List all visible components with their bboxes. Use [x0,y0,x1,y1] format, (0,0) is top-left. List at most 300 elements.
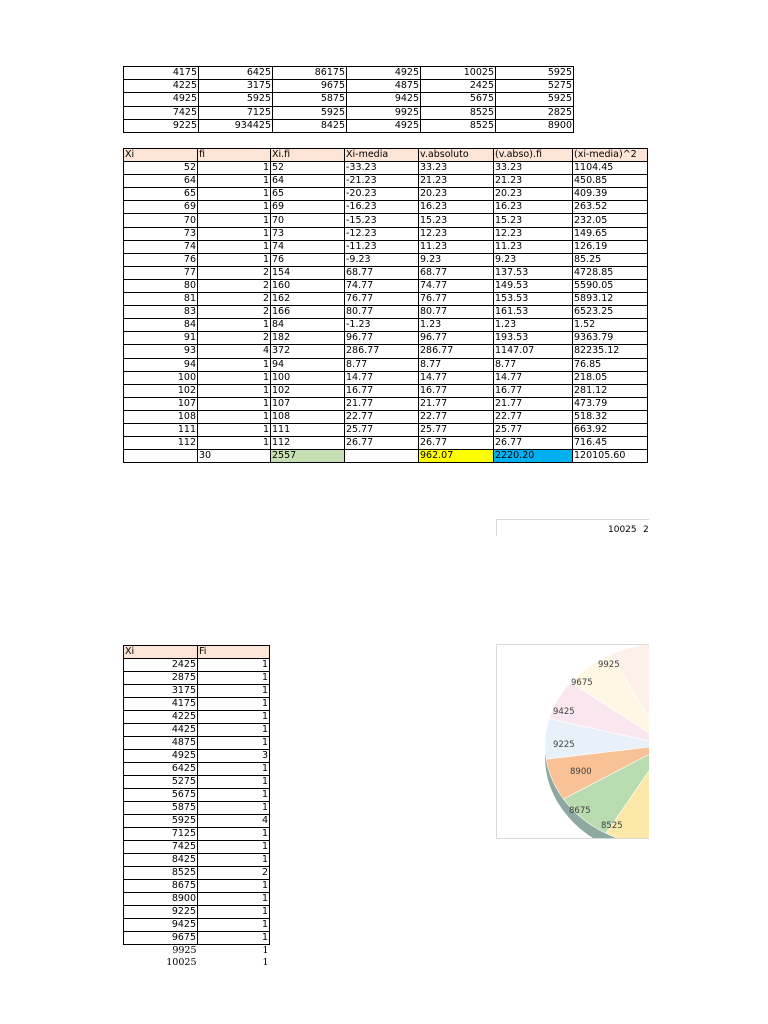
table-cell[interactable]: 5675 [421,93,496,106]
table-row [124,397,648,410]
table-cell[interactable]: 1 [198,919,270,932]
table-cell[interactable]: 69 [124,201,198,214]
table-cell[interactable]: 80.77 [345,306,419,319]
table-cell[interactable]: 1 [198,201,271,214]
table-cell[interactable]: 5275 [496,80,574,93]
table-cell[interactable]: 76.85 [573,358,648,371]
table-cell[interactable]: 1 [198,763,270,776]
table-cell[interactable]: 372 [271,345,345,358]
table-cell[interactable]: 4925 [347,67,421,80]
table-cell[interactable]: 8675 [124,880,198,893]
table-cell[interactable]: 9363.79 [573,332,648,345]
table-row [124,240,648,253]
table-cell[interactable]: 65 [271,188,345,201]
total-fi[interactable]: 30 [198,450,271,463]
table-cell[interactable]: 409.39 [573,188,648,201]
pie-chart[interactable] [496,644,649,839]
table-cell[interactable]: 10025 [421,67,496,80]
table-cell[interactable]: 4925 [124,750,198,763]
table-cell[interactable]: 2 [198,293,271,306]
table-cell[interactable]: 9.23 [419,253,494,266]
table-row [124,945,270,958]
table-cell[interactable]: 1 [198,214,271,227]
column-header[interactable]: Fi [198,646,270,659]
table-cell[interactable]: 1 [198,724,270,737]
table-cell[interactable]: 21.77 [419,397,494,410]
table-cell[interactable]: 22.77 [345,410,419,423]
table-cell[interactable]: 102 [271,384,345,397]
table-cell[interactable]: 7125 [124,828,198,841]
table-row [124,685,270,698]
column-header[interactable]: fi [198,149,271,162]
table-cell[interactable]: 8525 [124,867,198,880]
table-cell[interactable]: 1 [198,240,271,253]
table-cell[interactable]: 1 [198,880,270,893]
table-row [124,175,648,188]
pie-label: 8675 [569,806,591,816]
table-row [124,698,270,711]
table-cell[interactable]: 149.65 [573,227,648,240]
table-cell[interactable]: 166 [271,306,345,319]
table-cell[interactable]: 1104.45 [573,162,648,175]
table-cell[interactable]: 1 [198,384,271,397]
table-cell[interactable]: 5925 [496,67,574,80]
table-row [124,253,648,266]
table-cell[interactable]: 82235.12 [573,345,648,358]
table-cell[interactable]: 91 [124,332,198,345]
table-cell[interactable]: 9675 [124,932,198,945]
table-cell[interactable]: 68.77 [419,266,494,279]
table-cell[interactable]: 8900 [496,119,574,132]
table-cell[interactable]: 1.23 [419,319,494,332]
table-cell[interactable]: 80.77 [419,306,494,319]
table-cell[interactable]: 64 [271,175,345,188]
table-cell[interactable]: 21.23 [494,175,573,188]
table-row [124,893,270,906]
table-cell[interactable]: 1 [198,789,270,802]
table-row [124,80,574,93]
table-cell[interactable]: 22.77 [419,410,494,423]
table-row [124,423,648,436]
table-cell[interactable]: -21.23 [345,175,419,188]
table-cell[interactable]: 5675 [124,789,198,802]
table-cell[interactable]: 1 [198,893,270,906]
table-cell[interactable]: -33.23 [345,162,419,175]
table-cell[interactable]: 1 [198,659,270,672]
table-cell[interactable]: 4 [198,345,271,358]
table-cell[interactable]: 15.23 [419,214,494,227]
table-cell[interactable]: 2425 [421,80,496,93]
table-cell[interactable]: 4225 [124,80,199,93]
table-cell[interactable]: 26.77 [419,437,494,450]
table-cell[interactable]: 1 [198,672,270,685]
table-cell[interactable]: 1 [198,253,271,266]
table-cell[interactable]: 473.79 [573,397,648,410]
table-row [124,345,648,358]
table-cell[interactable]: 1 [198,371,271,384]
table-cell[interactable]: 93 [124,345,198,358]
column-header[interactable]: Xi-media [345,149,419,162]
table-cell[interactable]: 1.52 [573,319,648,332]
table-cell[interactable]: 76.77 [345,293,419,306]
header-row [124,646,270,659]
table-cell[interactable]: 81 [124,293,198,306]
table-cell[interactable]: 80 [124,279,198,292]
table-cell[interactable]: 2825 [496,106,574,119]
table-cell[interactable]: 26.77 [345,437,419,450]
table-cell[interactable]: 6425 [124,763,198,776]
table-cell[interactable]: 8425 [273,119,347,132]
table-cell[interactable]: 3175 [124,685,198,698]
clipped-next: 2 [643,525,649,535]
table-cell[interactable]: 4875 [347,80,421,93]
table-cell[interactable]: 286.77 [345,345,419,358]
table-cell[interactable]: 5875 [273,93,347,106]
table-cell[interactable]: 4175 [124,67,199,80]
table-cell[interactable]: 9925 [347,106,421,119]
table-cell[interactable]: -1.23 [345,319,419,332]
table-cell[interactable]: 9225 [124,906,198,919]
table-cell[interactable]: 14.77 [494,371,573,384]
table-cell[interactable]: 65 [124,188,198,201]
total-xi-media-sq[interactable]: 120105.60 [573,450,648,463]
total-xifi[interactable]: 2557 [271,450,345,463]
column-header[interactable]: (xi-media)^2 [573,149,648,162]
table-cell[interactable]: 154 [271,266,345,279]
table-cell[interactable]: 8525 [421,106,496,119]
table-cell[interactable]: 16.77 [494,384,573,397]
table-cell[interactable]: 108 [271,410,345,423]
table-cell[interactable]: 74 [124,240,198,253]
table-row [124,437,648,450]
table-cell[interactable]: 111 [271,423,345,436]
table-cell[interactable]: 1 [198,410,271,423]
table-row [124,279,648,292]
table-cell[interactable]: 4225 [124,711,198,724]
table-row [124,106,574,119]
table-cell[interactable]: 15.23 [494,214,573,227]
table-cell[interactable]: 663.92 [573,423,648,436]
table-cell[interactable]: 1 [198,188,271,201]
table-cell[interactable]: 182 [271,332,345,345]
table-cell[interactable]: 232.05 [573,214,648,227]
top-values-table [123,66,574,133]
table-cell[interactable]: 5875 [124,802,198,815]
table-row [124,763,270,776]
column-header[interactable]: Xi [124,149,198,162]
table-cell[interactable]: 153.53 [494,293,573,306]
column-header[interactable]: Xi.fi [271,149,345,162]
table-cell[interactable]: 5893.12 [573,293,648,306]
table-cell[interactable]: 5590.05 [573,279,648,292]
pie-label: 9225 [553,740,575,750]
table-cell[interactable]: 102 [124,384,198,397]
table-row [124,410,648,423]
table-cell[interactable]: 2 [198,306,271,319]
table-cell[interactable]: 21.77 [494,397,573,410]
table-cell[interactable]: 1 [262,957,269,968]
pie-label: 9925 [598,660,620,670]
clipped-value: 10025 [608,525,637,535]
table-cell[interactable]: 1 [198,776,270,789]
table-cell[interactable]: 1 [198,227,271,240]
table-cell[interactable]: 8525 [421,119,496,132]
table-cell[interactable]: 112 [271,437,345,450]
table-cell[interactable]: 64 [124,175,198,188]
table-cell[interactable]: 73 [124,227,198,240]
table-cell[interactable]: 3175 [199,80,273,93]
table-cell[interactable]: 1 [198,828,270,841]
table-cell[interactable]: 10025 [166,957,197,968]
table-cell[interactable]: 33.23 [494,162,573,175]
table-cell[interactable]: 7125 [199,106,273,119]
table-row [124,906,270,919]
table-cell[interactable]: 86175 [273,67,347,80]
table-cell[interactable]: 12.23 [419,227,494,240]
table-cell[interactable]: 20.23 [494,188,573,201]
table-cell[interactable]: 4425 [124,724,198,737]
table-cell[interactable]: 4925 [347,119,421,132]
table-row [124,332,648,345]
table-cell[interactable]: 6425 [199,67,273,80]
table-cell[interactable]: -15.23 [345,214,419,227]
pie-label: 9675 [571,678,593,688]
table-cell[interactable]: 2425 [124,659,198,672]
table-cell[interactable]: 52 [124,162,198,175]
table-cell[interactable]: 74.77 [419,279,494,292]
table-cell[interactable]: 5925 [273,106,347,119]
table-cell[interactable]: 1 [198,437,271,450]
table-cell[interactable]: 1 [198,358,271,371]
table-row [124,815,270,828]
table-cell[interactable]: 1 [198,737,270,750]
table-cell[interactable]: -11.23 [345,240,419,253]
table-cell[interactable]: 137.53 [494,266,573,279]
table-cell[interactable]: 1 [198,711,270,724]
table-row [124,789,270,802]
table-row [124,672,270,685]
table-cell[interactable]: 1 [198,162,271,175]
table-cell[interactable]: 8425 [124,854,198,867]
table-row [124,266,648,279]
total-blank[interactable] [124,450,198,463]
table-cell[interactable]: 4175 [124,698,198,711]
table-cell[interactable]: 3 [198,750,270,763]
table-cell[interactable]: 1.23 [494,319,573,332]
table-cell[interactable]: 9425 [124,919,198,932]
table-cell[interactable]: 20.23 [419,188,494,201]
table-cell[interactable]: 83 [124,306,198,319]
table-cell[interactable]: 1 [198,802,270,815]
table-cell[interactable]: 14.77 [419,371,494,384]
table-cell[interactable]: 16.23 [419,201,494,214]
table-cell[interactable]: 112 [124,437,198,450]
table-row [124,711,270,724]
table-cell[interactable]: -16.23 [345,201,419,214]
table-cell[interactable]: 2 [198,266,271,279]
clipped-chart-cell [496,519,649,536]
table-row [124,750,270,763]
total-v-absoluto[interactable]: 962.07 [419,450,494,463]
header-row [124,149,648,162]
table-cell[interactable]: 84 [124,319,198,332]
table-cell[interactable]: 25.77 [494,423,573,436]
table-row [124,880,270,893]
table-row [124,776,270,789]
column-header[interactable]: (v.abso).fi [494,149,573,162]
table-cell[interactable]: 76 [124,253,198,266]
table-row [124,188,648,201]
table-cell[interactable]: 70 [124,214,198,227]
table-cell[interactable]: 716.45 [573,437,648,450]
table-row [124,802,270,815]
table-cell[interactable]: 52 [271,162,345,175]
table-cell[interactable]: 2875 [124,672,198,685]
table-row [124,724,270,737]
table-cell[interactable]: 1 [198,854,270,867]
table-cell[interactable]: 2 [198,332,271,345]
table-cell[interactable]: 100 [271,371,345,384]
table-cell[interactable]: 21.77 [345,397,419,410]
table-cell[interactable]: 21.23 [419,175,494,188]
table-cell[interactable]: 100 [124,371,198,384]
table-cell[interactable]: 76.77 [419,293,494,306]
table-cell[interactable]: 1 [198,932,270,945]
table-cell[interactable]: 73 [271,227,345,240]
table-cell[interactable]: 11.23 [494,240,573,253]
table-cell[interactable]: 934425 [199,119,273,132]
table-cell[interactable]: 4875 [124,737,198,750]
xi-fi-table [123,645,270,969]
column-header[interactable]: v.absoluto [419,149,494,162]
table-cell[interactable]: 76 [271,253,345,266]
table-cell[interactable]: 84 [271,319,345,332]
table-cell[interactable]: 161.53 [494,306,573,319]
table-cell[interactable]: 14.77 [345,371,419,384]
table-cell[interactable]: 263.52 [573,201,648,214]
table-cell[interactable]: 108 [124,410,198,423]
table-cell[interactable]: 9675 [273,80,347,93]
table-row [124,659,270,672]
table-cell[interactable]: 450.85 [573,175,648,188]
table-cell[interactable]: 218.05 [573,371,648,384]
table-cell[interactable]: 11.23 [419,240,494,253]
table-cell[interactable]: 77 [124,266,198,279]
table-row [124,358,648,371]
table-cell[interactable]: 8.77 [345,358,419,371]
table-cell[interactable]: 1 [198,906,270,919]
table-row [124,841,270,854]
table-cell[interactable]: 68.77 [345,266,419,279]
table-cell[interactable]: 5925 [124,815,198,828]
column-header[interactable]: Xi [124,646,198,659]
table-cell[interactable]: 94 [124,358,198,371]
table-cell[interactable]: 8.77 [419,358,494,371]
table-cell[interactable]: 4728.85 [573,266,648,279]
table-cell[interactable]: 7425 [124,106,199,119]
total-blank-2[interactable] [345,450,419,463]
table-cell[interactable]: 5925 [496,93,574,106]
table-cell[interactable]: 193.53 [494,332,573,345]
table-cell[interactable]: 16.77 [345,384,419,397]
table-cell[interactable]: 5925 [199,93,273,106]
table-cell[interactable]: 1 [198,319,271,332]
table-cell[interactable]: 1 [262,945,269,956]
table-cell[interactable]: 149.53 [494,279,573,292]
table-cell[interactable]: 5275 [124,776,198,789]
table-row [124,214,648,227]
table-cell[interactable]: 74.77 [345,279,419,292]
table-cell[interactable]: -12.23 [345,227,419,240]
totals-row [124,450,648,463]
table-cell[interactable]: 12.23 [494,227,573,240]
table-cell[interactable]: 111 [124,423,198,436]
table-cell[interactable]: -20.23 [345,188,419,201]
table-cell[interactable]: 9.23 [494,253,573,266]
table-cell[interactable]: 1 [198,423,271,436]
table-cell[interactable]: 7425 [124,841,198,854]
table-cell[interactable]: 94 [271,358,345,371]
table-cell[interactable]: 160 [271,279,345,292]
table-cell[interactable]: 96.77 [345,332,419,345]
table-cell[interactable]: 126.19 [573,240,648,253]
table-cell[interactable]: 69 [271,201,345,214]
table-cell[interactable]: 162 [271,293,345,306]
table-cell[interactable]: 96.77 [419,332,494,345]
table-cell[interactable]: 6523.25 [573,306,648,319]
table-row [124,306,648,319]
table-cell[interactable]: 281.12 [573,384,648,397]
table-cell[interactable]: 1 [198,397,271,410]
table-cell[interactable]: 25.77 [419,423,494,436]
table-cell[interactable]: -9.23 [345,253,419,266]
frequency-table [123,148,648,463]
table-cell[interactable]: 9425 [347,93,421,106]
table-cell[interactable]: 4925 [124,93,199,106]
table-cell[interactable]: 8900 [124,893,198,906]
table-row [124,119,574,132]
total-v-abso-fi[interactable]: 2220.20 [494,450,573,463]
table-cell[interactable]: 1 [198,175,271,188]
table-cell[interactable]: 26.77 [494,437,573,450]
table-cell[interactable]: 1 [198,841,270,854]
table-cell[interactable]: 70 [271,214,345,227]
table-cell[interactable]: 16.77 [419,384,494,397]
table-cell[interactable]: 107 [124,397,198,410]
table-cell[interactable]: 74 [271,240,345,253]
table-cell[interactable]: 85.25 [573,253,648,266]
table-row [124,919,270,932]
table-cell[interactable]: 9925 [172,945,197,956]
table-cell[interactable]: 286.77 [419,345,494,358]
pie-label: 8525 [601,821,623,831]
table-cell[interactable]: 8.77 [494,358,573,371]
table-cell[interactable]: 4 [198,815,270,828]
table-cell[interactable]: 1147.07 [494,345,573,358]
table-cell[interactable]: 107 [271,397,345,410]
table-cell[interactable]: 9225 [124,119,199,132]
table-cell[interactable]: 2 [198,279,271,292]
table-cell[interactable]: 22.77 [494,410,573,423]
table-cell[interactable]: 33.23 [419,162,494,175]
table-cell[interactable]: 1 [198,685,270,698]
table-row [124,293,648,306]
table-cell[interactable]: 518.32 [573,410,648,423]
table-cell[interactable]: 2 [198,867,270,880]
table-cell[interactable]: 1 [198,698,270,711]
table-cell[interactable]: 16.23 [494,201,573,214]
table-cell[interactable]: 25.77 [345,423,419,436]
